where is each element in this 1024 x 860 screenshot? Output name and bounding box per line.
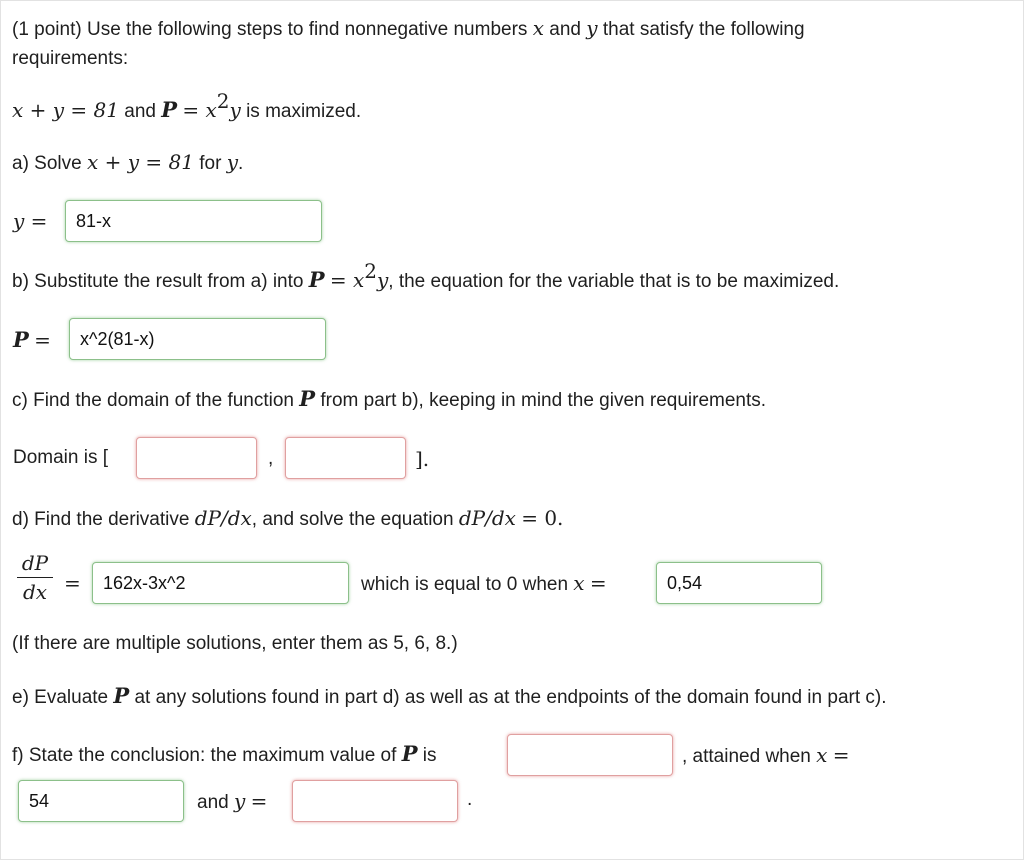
zero-when-label xyxy=(361,571,607,596)
derivative-input[interactable] xyxy=(92,562,349,604)
intro-line-1 xyxy=(12,16,805,42)
requirement-tail: is maximized. xyxy=(246,101,362,122)
objective-equation: = x xyxy=(182,98,217,122)
equals-sign: = xyxy=(832,743,850,767)
part-b-tail: , the equation for the variable that is to be maximized. xyxy=(388,271,840,292)
part-b-prefix: b) Substitute the result from a) into xyxy=(12,271,304,292)
period: . xyxy=(467,789,473,810)
derivative-fraction xyxy=(15,552,55,603)
exponent: 2 xyxy=(216,89,230,113)
and-word: and xyxy=(549,19,581,40)
derivative-notation: dP/dx xyxy=(458,506,516,530)
var-P: P xyxy=(161,97,178,122)
var-P: P xyxy=(308,267,325,292)
intro-tail: that satisfy the following xyxy=(602,19,805,40)
period: . xyxy=(238,153,244,174)
max-value-input[interactable] xyxy=(507,734,673,776)
var-x: x xyxy=(573,571,585,595)
var-y: y xyxy=(229,98,241,122)
derivative-notation: dP/dx xyxy=(194,506,252,530)
intro-text: (1 point) Use the following steps to find nonnegative numbers xyxy=(12,19,528,40)
fraction-numerator: dP xyxy=(21,551,49,575)
var-P: P xyxy=(401,741,418,766)
var-y: y xyxy=(376,268,389,292)
intro-line-2: requirements: xyxy=(12,48,129,69)
domain-upper-input[interactable] xyxy=(285,437,406,479)
is-word: is xyxy=(422,745,437,766)
part-e-prompt xyxy=(12,684,887,710)
y-answer-input[interactable] xyxy=(65,200,322,242)
part-a-equation: x + y = 81 xyxy=(86,150,194,174)
attained-text: , attained when xyxy=(682,746,811,767)
y-equals-label: y = xyxy=(13,209,48,233)
requirement-line xyxy=(12,89,362,124)
part-d-prefix: d) Find the derivative xyxy=(12,509,190,530)
var-x: x xyxy=(816,743,828,767)
part-c-prompt xyxy=(12,387,766,413)
which-text: which is equal to 0 when xyxy=(361,574,569,595)
comma: , xyxy=(268,448,274,469)
and-y-label xyxy=(197,789,267,814)
part-c-prefix: c) Find the domain of the function xyxy=(12,390,294,411)
multiple-solutions-note: (If there are multiple solutions, enter them as 5, 6, 8.) xyxy=(12,633,458,654)
domain-lower-input[interactable] xyxy=(136,437,257,479)
exponent: 2 xyxy=(364,259,377,283)
objective-equation: = x xyxy=(329,268,365,292)
part-d-prompt xyxy=(12,506,563,532)
P-equals-label xyxy=(13,327,51,353)
var-y: y xyxy=(233,789,246,813)
var-y: y xyxy=(226,150,239,174)
var-P: P xyxy=(113,683,130,708)
zeros-input[interactable] xyxy=(656,562,822,604)
x-value-input[interactable] xyxy=(18,780,184,822)
equals-zero: = 0. xyxy=(521,506,564,530)
fraction-bar xyxy=(17,577,53,578)
fraction-denominator: dx xyxy=(22,580,48,604)
var-y: y xyxy=(586,16,598,40)
attained-label xyxy=(682,743,849,768)
part-d-mid: , and solve the equation xyxy=(251,509,454,530)
equals-sign: = xyxy=(64,571,81,595)
and-word: and xyxy=(197,792,229,813)
domain-label: Domain is [ xyxy=(13,447,109,468)
equals-sign: = xyxy=(34,328,51,352)
part-a-prompt xyxy=(12,150,243,176)
equals-sign: = xyxy=(250,789,268,813)
P-answer-input[interactable] xyxy=(69,318,326,360)
part-e-tail: at any solutions found in part d) as well as at the endpoints of the domain found in part c). xyxy=(134,687,887,708)
part-f-prefix: f) State the conclusion: the maximum value of xyxy=(12,745,397,766)
part-a-prefix: a) Solve xyxy=(12,153,82,174)
part-e-prefix: e) Evaluate xyxy=(12,687,109,708)
part-c-tail: from part b), keeping in mind the given requirements. xyxy=(320,390,767,411)
equals-sign: = xyxy=(589,571,607,595)
var-x: x xyxy=(532,16,544,40)
y-value-input[interactable] xyxy=(292,780,458,822)
part-f-prompt xyxy=(12,742,437,768)
var-P: P xyxy=(299,386,316,411)
domain-close-bracket: ]. xyxy=(415,447,430,471)
and-word: and xyxy=(124,101,156,122)
part-b-prompt xyxy=(12,259,840,294)
var-P: P xyxy=(13,327,29,352)
constraint-equation: x + y = 81 xyxy=(12,98,119,122)
for-word: for xyxy=(199,153,222,174)
